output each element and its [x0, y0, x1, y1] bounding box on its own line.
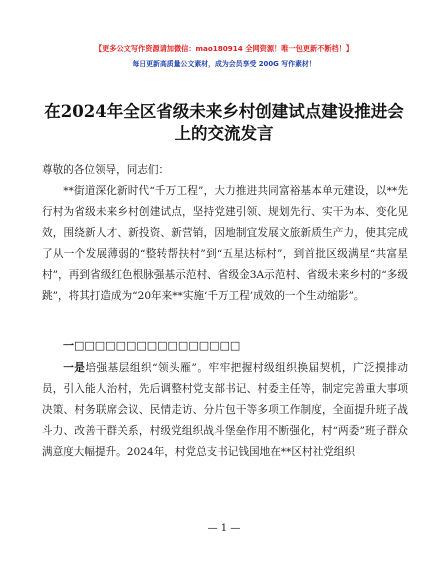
- salutation: 尊敬的各位领导，同志们：: [42, 164, 170, 176]
- promo-banner-line-1: 【更多公文写作资源请加微信：mao180914 全网资源！唯一包更新不断档！】: [94, 44, 354, 53]
- document-body: [42, 160, 408, 307]
- page-number: — 1 —: [207, 523, 241, 534]
- point-one-block: [42, 358, 408, 463]
- document-title: 在2024年全区省级未来乡村创建试点建设推进会上的交流发言: [44, 102, 404, 143]
- point-one-heading: 培强基层组织“领头雁”。: [85, 362, 209, 374]
- promo-banner-line-2: 每日更新高质量公文素材，成为会员享受 200G 写作素材！: [132, 60, 316, 68]
- point-one-lead: 一是: [63, 362, 86, 374]
- point-one-text: 牢牢把握村级组织换届契机，广泛摸排动员，引入能人治村，先后调整村党支部书记、村委主任等，制定完善重大事项决策、村务联席会议、民情走访、分片包干等多项工作制度，全面提升班子战斗力、改善干群关系，村级党组织战斗堡垒作用不断强化，村“两委”班子群众满意度大幅提升。2024年，村党总支书记钱国地在**区村社党组织: [42, 362, 408, 458]
- section-heading-placeholder: 一□□□□□□□□□□□□□□□□: [63, 339, 241, 352]
- intro-paragraph: **街道深化新时代“千万工程”，大力推进共同富裕基本单元建设，以**先行村为省级未来乡村创建试点，坚持党建引领、规划先行、实干为本、变化见效，围绕新人才、新投资、新营销，因地制宜发展文旅新质生产力，使其完成了从一个发展薄弱的“整转帮扶村”到“五星达标村”，到首批区级满星“共富星村”，再到省级红色根脉强基示范村、省级金3A示范村、省级未来乡村的“多级跳”，将其打造成为“20年来**实施‘千万工程’成效的一个生动缩影”。: [42, 185, 408, 302]
- point-one-paragraph: [42, 358, 408, 463]
